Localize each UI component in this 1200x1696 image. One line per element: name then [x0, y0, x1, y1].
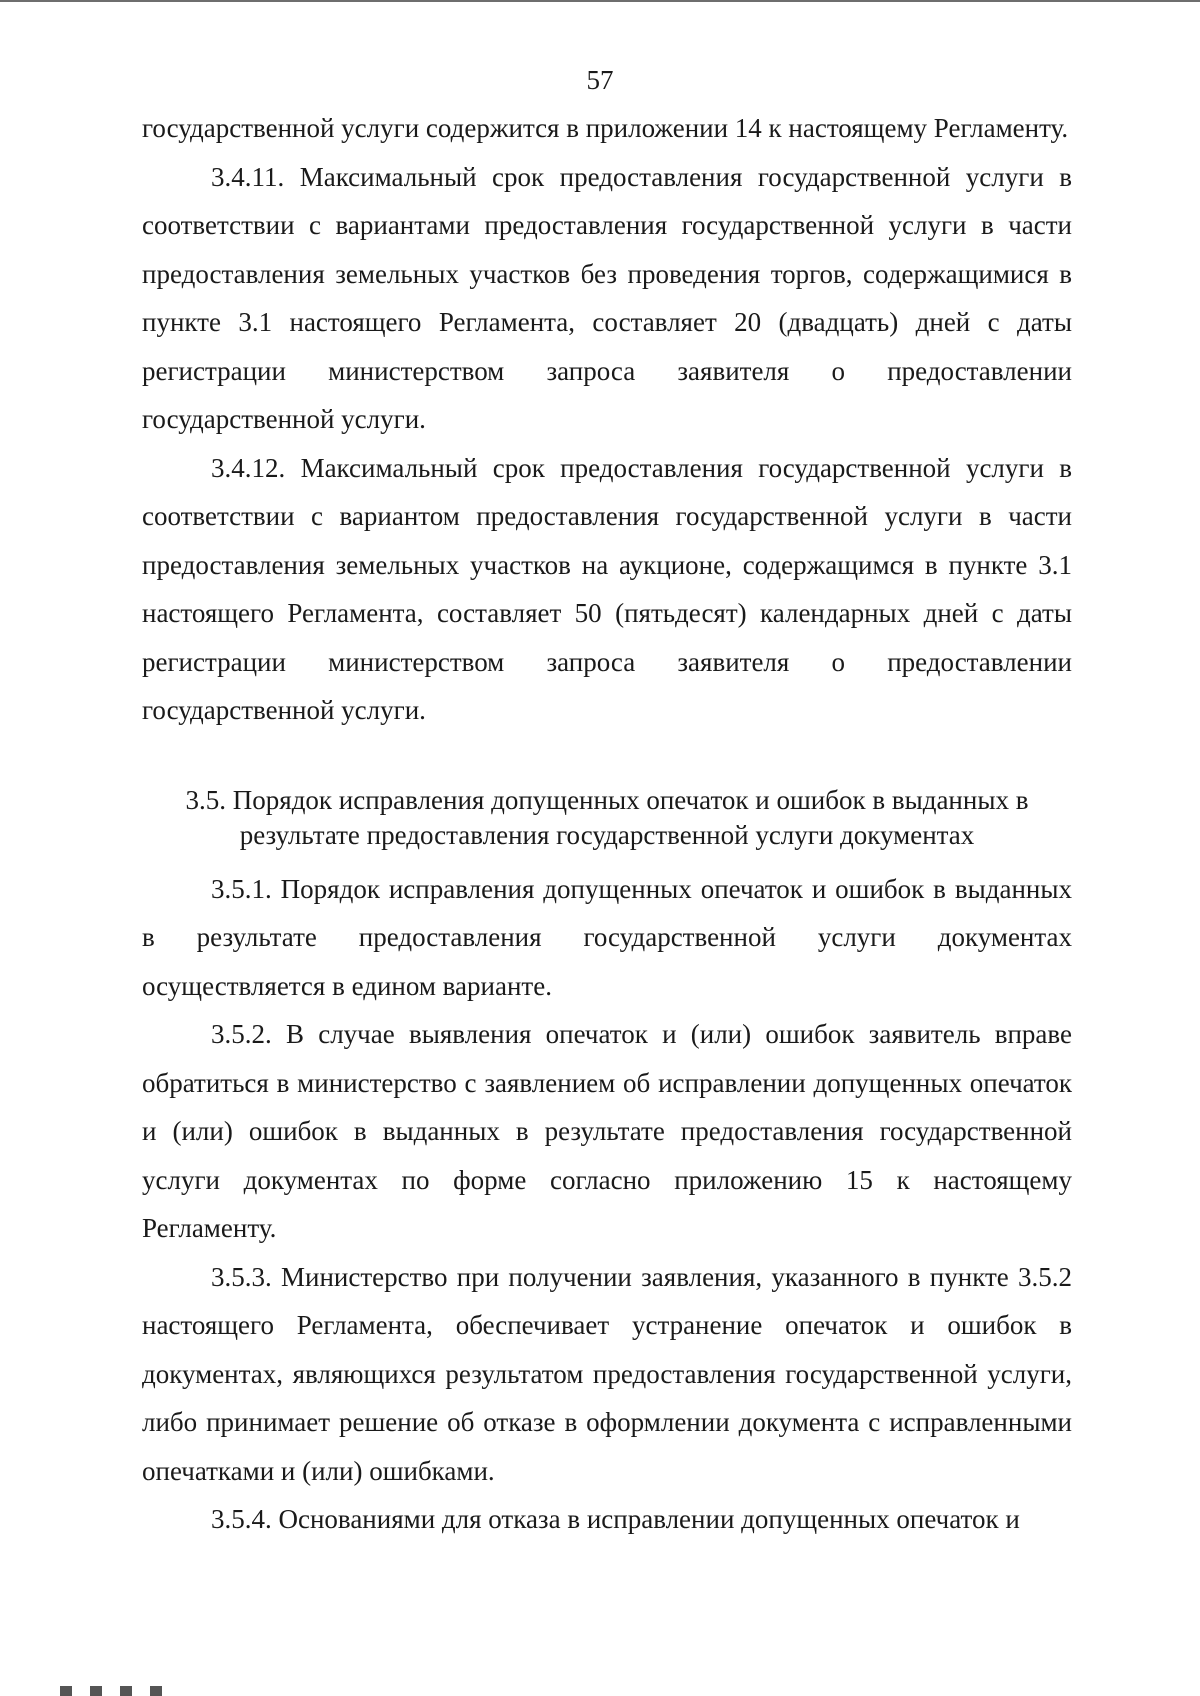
paragraph-3-5-4: 3.5.4. Основаниями для отказа в исправлении допущенных опечаток и: [211, 1504, 1020, 1534]
paragraph-3-5-2: 3.5.2. В случае выявления опечаток и (или) ошибок заявитель вправе обратиться в министерство с заявлением об исправлении допущенных опечаток и (или) ошибок в выданных в результате предоставления государственной услуги документах по форме согласно приложению 15 к настоящему Регламенту.: [142, 1019, 1072, 1243]
paragraph-3-5-1: 3.5.1. Порядок исправления допущенных опечаток и ошибок в выданных в результате предоставления государственной услуги документах осуществляется в едином варианте.: [142, 873, 1072, 1001]
page-number: 57: [586, 65, 614, 95]
paragraph-3-4-11: 3.4.11. Максимальный срок предоставления государственной услуги в соответствии с вариантами предоставления государственной услуги в части предоставления земельных участков без проведения торгов, содержащимися в пункте 3.1 настоящего Регламента, составляет 20 (двадцать) дней с даты регистрации министерством запроса заявителя о предоставлении государственной услуги.: [142, 161, 1072, 434]
section-heading-line-2: результате предоставления государственной услуги документах: [239, 819, 975, 850]
scan-footer-marks: [60, 1682, 210, 1696]
page-top-border: [0, 0, 1200, 2]
paragraph-3-5-3: 3.5.3. Министерство при получении заявления, указанного в пункте 3.5.2 настоящего Регламента, обеспечивает устранение опечаток и ошибок в документах, являющихся результатом предоставления государственной услуги, либо принимает решение об отказе в оформлении документа с исправленными опечатками и (или) ошибками.: [142, 1261, 1072, 1486]
paragraph-3-4-12: 3.4.12. Максимальный срок предоставления государственной услуги в соответствии с вариантом предоставления государственной услуги в части предоставления земельных участков на аукционе, содержащимся в пункте 3.1 настоящего Регламента, составляет 50 (пятьдесят) календарных дней с даты регистрации министерством запроса заявителя о предоставлении государственной услуги.: [142, 452, 1072, 725]
section-heading-3-5: [142, 783, 1072, 853]
document-body: [142, 104, 1072, 1544]
section-heading-line-1: 3.5. Порядок исправления допущенных опечаток и ошибок в выданных в: [185, 784, 1029, 815]
paragraph-continuation: государственной услуги содержится в приложении 14 к настоящему Регламенту.: [142, 113, 1069, 143]
